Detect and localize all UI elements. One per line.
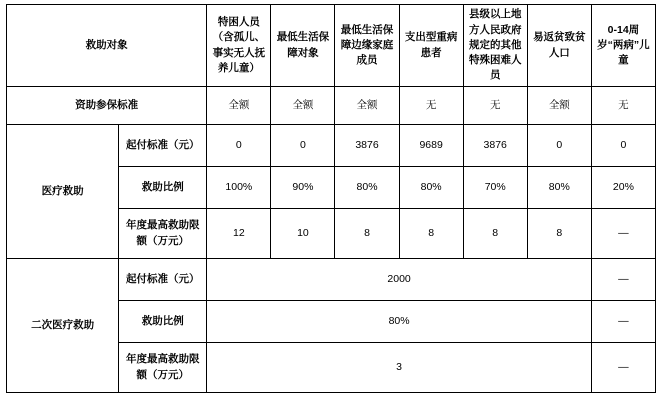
cell-subsidy-5: 无: [463, 87, 527, 125]
sub-label-secondary-ratio: 救助比例: [119, 301, 207, 343]
cell-ma-deductible-3: 3876: [335, 125, 399, 167]
cell-subsidy-4: 无: [399, 87, 463, 125]
cell-ma-ratio-7: 20%: [591, 167, 655, 209]
cell-ma-deductible-1: 0: [207, 125, 271, 167]
cell-ma-cap-1: 12: [207, 209, 271, 259]
cell-ma-deductible-4: 9689: [399, 125, 463, 167]
cell-subsidy-1: 全额: [207, 87, 271, 125]
sub-label-deductible: 起付标准（元）: [119, 125, 207, 167]
header-cell-col-4: 支出型重病患者: [399, 5, 463, 87]
cell-subsidy-6: 全额: [527, 87, 591, 125]
cell-ma-cap-4: 8: [399, 209, 463, 259]
sub-label-secondary-cap: 年度最高救助限额（万元）: [119, 343, 207, 393]
table-row: [7, 87, 656, 125]
cell-ma-ratio-5: 70%: [463, 167, 527, 209]
row-label-subsidy-insurance: 资助参保标准: [7, 87, 207, 125]
cell-ma-cap-5: 8: [463, 209, 527, 259]
cell-ma-ratio-2: 90%: [271, 167, 335, 209]
cell-sma-deductible-merged: 2000: [207, 259, 592, 301]
cell-sma-ratio-7: —: [591, 301, 655, 343]
table-header-row: [7, 5, 656, 87]
row-label-secondary-medical-aid: 二次医疗救助: [7, 259, 119, 393]
cell-sma-deductible-7: —: [591, 259, 655, 301]
cell-subsidy-3: 全额: [335, 87, 399, 125]
cell-sma-ratio-merged: 80%: [207, 301, 592, 343]
table-row: [7, 259, 656, 301]
cell-ma-cap-3: 8: [335, 209, 399, 259]
row-label-medical-aid: 医疗救助: [7, 125, 119, 259]
sub-label-annual-cap: 年度最高救助限额（万元）: [119, 209, 207, 259]
table-row: [7, 125, 656, 167]
cell-ma-ratio-3: 80%: [335, 167, 399, 209]
cell-ma-deductible-5: 3876: [463, 125, 527, 167]
cell-ma-ratio-1: 100%: [207, 167, 271, 209]
cell-ma-deductible-6: 0: [527, 125, 591, 167]
cell-ma-cap-6: 8: [527, 209, 591, 259]
sub-label-aid-ratio: 救助比例: [119, 167, 207, 209]
cell-subsidy-7: 无: [591, 87, 655, 125]
header-cell-col-7: 0-14周岁“两病”儿童: [591, 5, 655, 87]
header-cell-col-3: 最低生活保障边缘家庭成员: [335, 5, 399, 87]
header-cell-col-5: 县级以上地方人民政府规定的其他特殊困难人员: [463, 5, 527, 87]
cell-ma-ratio-4: 80%: [399, 167, 463, 209]
medical-aid-standards-table: [6, 4, 656, 393]
header-cell-aid-target: 救助对象: [7, 5, 207, 87]
cell-ma-cap-2: 10: [271, 209, 335, 259]
header-cell-col-2: 最低生活保障对象: [271, 5, 335, 87]
header-cell-col-6: 易返贫致贫人口: [527, 5, 591, 87]
cell-ma-cap-7: —: [591, 209, 655, 259]
header-cell-col-1: 特困人员（含孤儿、事实无人抚养儿童）: [207, 5, 271, 87]
cell-ma-deductible-2: 0: [271, 125, 335, 167]
cell-sma-cap-merged: 3: [207, 343, 592, 393]
cell-subsidy-2: 全额: [271, 87, 335, 125]
cell-ma-deductible-7: 0: [591, 125, 655, 167]
cell-sma-cap-7: —: [591, 343, 655, 393]
cell-ma-ratio-6: 80%: [527, 167, 591, 209]
sub-label-secondary-deductible: 起付标准（元）: [119, 259, 207, 301]
